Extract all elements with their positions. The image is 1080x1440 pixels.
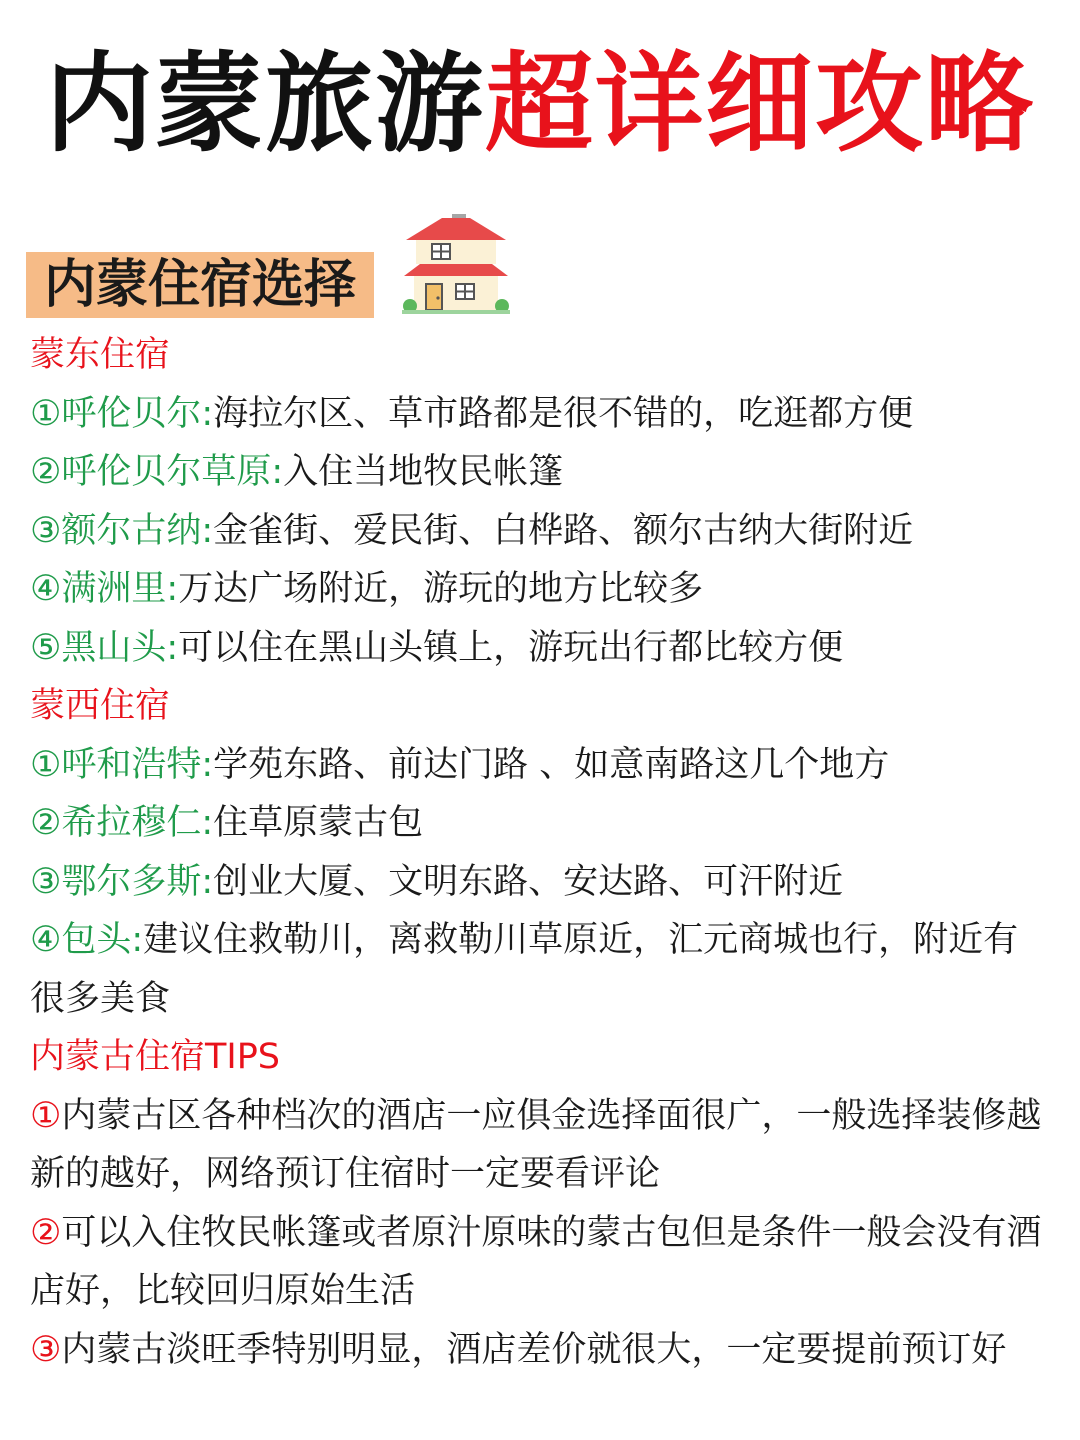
tip-number: ① bbox=[30, 1095, 62, 1136]
west-item-label: ③鄂尔多斯: bbox=[30, 861, 214, 902]
page-title bbox=[0, 40, 1080, 170]
west-heading: 蒙西住宿 bbox=[30, 686, 171, 726]
west-item bbox=[30, 736, 1050, 795]
tips-heading: 内蒙古住宿TIPS bbox=[30, 1037, 281, 1077]
tip-number: ② bbox=[30, 1212, 62, 1253]
east-item-label: ④满洲里: bbox=[30, 569, 179, 609]
east-heading: 蒙东住宿 bbox=[30, 335, 171, 375]
east-item bbox=[30, 619, 1050, 678]
west-item-text: 建议住救勒川，离救勒川草原近，汇元商城也行，附近有很多美食 bbox=[30, 920, 1019, 1019]
east-item-label: ⑤黑山头: bbox=[30, 627, 179, 668]
west-item-text: 学苑东路、前达门路 、如意南路这几个地方 bbox=[213, 744, 890, 785]
west-item-label: ②希拉穆仁: bbox=[30, 803, 214, 843]
east-item-text: 万达广场附近，游玩的地方比较多 bbox=[178, 569, 704, 609]
tip-text: 可以入住牧民帐篷或者原汁原味的蒙古包但是条件一般会没有酒店好，比较回归原始生活 bbox=[30, 1212, 1042, 1311]
west-item-label: ④包头: bbox=[30, 920, 144, 960]
tip-item bbox=[30, 1321, 1050, 1380]
east-item-text: 金雀街、爱民街、白桦路、额尔古纳大街附近 bbox=[213, 510, 914, 551]
west-item bbox=[30, 794, 1050, 853]
section-header: 内蒙住宿选择 bbox=[26, 252, 374, 318]
east-item-label: ②呼伦贝尔草原: bbox=[30, 452, 284, 492]
east-item-label: ①呼伦贝尔: bbox=[30, 393, 214, 434]
west-item bbox=[30, 853, 1050, 912]
east-item-label: ③额尔古纳: bbox=[30, 510, 214, 551]
west-item-label: ①呼和浩特: bbox=[30, 744, 214, 785]
tip-number: ③ bbox=[30, 1329, 62, 1370]
east-item-text: 海拉尔区、草市路都是很不错的，吃逛都方便 bbox=[213, 393, 914, 434]
title-part-red: 超详细攻略 bbox=[485, 42, 1036, 167]
west-item bbox=[30, 911, 1050, 1028]
west-item-text: 创业大厦、文明东路、安达路、可汗附近 bbox=[213, 861, 844, 902]
east-item bbox=[30, 385, 1050, 444]
east-item-text: 入住当地牧民帐篷 bbox=[283, 452, 564, 492]
east-item bbox=[30, 443, 1050, 502]
tip-item bbox=[30, 1204, 1050, 1321]
house-icon bbox=[402, 212, 510, 320]
west-item-text: 住草原蒙古包 bbox=[213, 803, 424, 843]
title-part-black: 内蒙旅游 bbox=[44, 42, 485, 167]
tip-text: 内蒙古淡旺季特别明显，酒店差价就很大，一定要提前预订好 bbox=[61, 1329, 1007, 1370]
east-item-text: 可以住在黑山头镇上，游玩出行都比较方便 bbox=[178, 627, 844, 668]
tip-item bbox=[30, 1087, 1050, 1204]
east-item bbox=[30, 560, 1050, 619]
tip-text: 内蒙古区各种档次的酒店一应俱金选择面很广，一般选择装修越新的越好，网络预订住宿时一定要看评论 bbox=[30, 1095, 1042, 1194]
east-item bbox=[30, 502, 1050, 561]
content-body bbox=[30, 326, 1050, 1379]
